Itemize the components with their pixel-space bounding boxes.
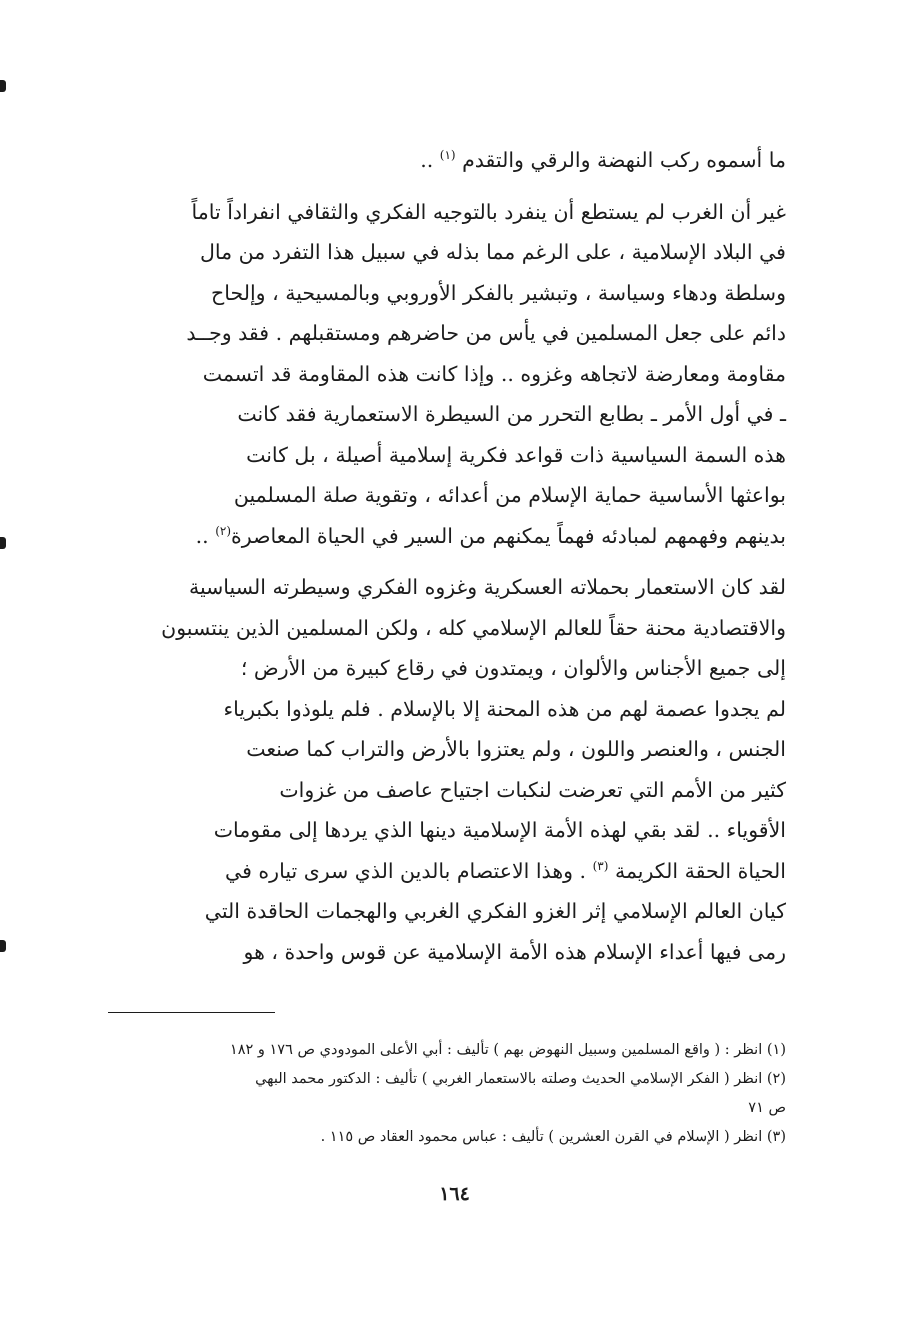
paragraph-1-line: دائم على جعل المسلمين في يأس من حاضرهم ومستقبلهم . فقد وجــد xyxy=(186,321,786,345)
paragraph-2-line: كيان العالم الإسلامي إثر الغزو الفكري الغربي والهجمات الحاقدة التي xyxy=(204,899,786,923)
paragraph-2-line: إلى جميع الأجناس والألوان ، ويمتدون في رقاع كبيرة من الأرض ؛ xyxy=(240,656,786,680)
paragraph-2-line: لقد كان الاستعمار بحملاته العسكرية وغزوه الفكري وسيطرته السياسية xyxy=(188,575,786,599)
paragraph-1-tail: .. xyxy=(195,523,216,548)
paragraph-1-line: بواعثها الأساسية حماية الإسلام من أعدائه ، وتقوية صلة المسلمين xyxy=(233,483,786,507)
paragraph-1-last-line xyxy=(108,516,786,557)
scan-edge-mark-middle xyxy=(0,537,6,549)
page-number: ١٦٤ xyxy=(439,1183,470,1205)
footnote-ref-1: (١) xyxy=(439,148,456,163)
paragraph-2-line: كثير من الأمم التي تعرضت لنكبات اجتياح عاصف من غزوات xyxy=(279,777,786,802)
paragraph-2 xyxy=(108,567,786,972)
paragraph-2-line: والاقتصادية محنة حقاً للعالم الإسلامي كله ، ولكن المسلمين الذين ينتسبون xyxy=(161,615,786,640)
paragraph-1-last-text: بدينهم وفهمهم لمبادئه فهماً يمكنهم من السير في الحياة المعاصرة xyxy=(231,523,786,548)
footnote-ref-3: (٣) xyxy=(592,858,609,873)
paragraph-2-fn-head: الحياة الحقة الكريمة xyxy=(614,858,786,883)
footnotes-section xyxy=(108,1036,786,1152)
scan-edge-mark-lower xyxy=(0,940,6,952)
footnote-1: (١) انظر : ( واقع المسلمين وسبيل النهوض بهم ) تأليف : أبي الأعلى المودودي ص ١٧٦ و ١٨٢ xyxy=(229,1042,786,1058)
scan-edge-mark-top xyxy=(0,80,6,92)
paragraph-2-line: الجنس ، والعنصر واللون ، ولم يعتزوا بالأرض والتراب كما صنعت xyxy=(246,737,786,761)
intro-tail: .. xyxy=(420,148,440,172)
paragraph-2-line: لم يجدوا عصمة لهم من هذه المحنة إلا بالإسلام . فلم يلوذوا بكبرياء xyxy=(223,696,786,721)
intro-line xyxy=(108,140,786,181)
paragraph-2-footnote-line xyxy=(108,851,786,892)
footnote-separator xyxy=(108,1012,275,1013)
intro-text: ما أسموه ركب النهضة والرقي والتقدم xyxy=(462,148,786,172)
paragraph-1-line: ـ في أول الأمر ـ بطابع التحرر من السيطرة الاستعمارية فقد كانت xyxy=(237,402,786,426)
footnote-3: (٣) انظر ( الإسلام في القرن العشرين ) تأليف : عباس محمود العقاد ص ١١٥ . xyxy=(320,1129,786,1145)
paragraph-1-line: هذه السمة السياسية ذات قواعد فكرية إسلامية أصيلة ، بل كانت xyxy=(246,442,786,467)
paragraph-2-line: الأقوياء .. لقد بقي لهذه الأمة الإسلامية دينها الذي يردها إلى مقومات xyxy=(213,818,786,842)
footnote-2-continuation: ص ٧١ xyxy=(748,1100,786,1116)
paragraph-2-fn-tail: . وهذا الاعتصام بالدين الذي سرى تياره في xyxy=(225,858,593,883)
footnote-2: (٢) انظر ( الفكر الإسلامي الحديث وصلته بالاستعمار الغربي ) تأليف : الدكتور محمد البهي xyxy=(255,1071,786,1087)
paragraph-1-line: غير أن الغرب لم يستطع أن ينفرد بالتوجيه الفكري والثقافي انفراداً تاماً xyxy=(191,199,786,224)
footnote-ref-2: (٢) xyxy=(215,523,232,538)
paragraph-1-line: في البلاد الإسلامية ، على الرغم مما بذله في سبيل هذا التفرد من مال xyxy=(199,240,786,264)
paragraph-1 xyxy=(108,192,786,557)
paragraph-2-line: رمى فيها أعداء الإسلام هذه الأمة الإسلامية عن قوس واحدة ، هو xyxy=(243,939,786,964)
paragraph-1-line: مقاومة ومعارضة لاتجاهه وغزوه .. وإذا كانت هذه المقاومة قد اتسمت xyxy=(202,361,786,386)
paragraph-1-line: وسلطة ودهاء وسياسة ، وتبشير بالفكر الأوروبي وبالمسيحية ، وإلحاح xyxy=(211,280,786,305)
intro-paragraph xyxy=(108,140,786,181)
